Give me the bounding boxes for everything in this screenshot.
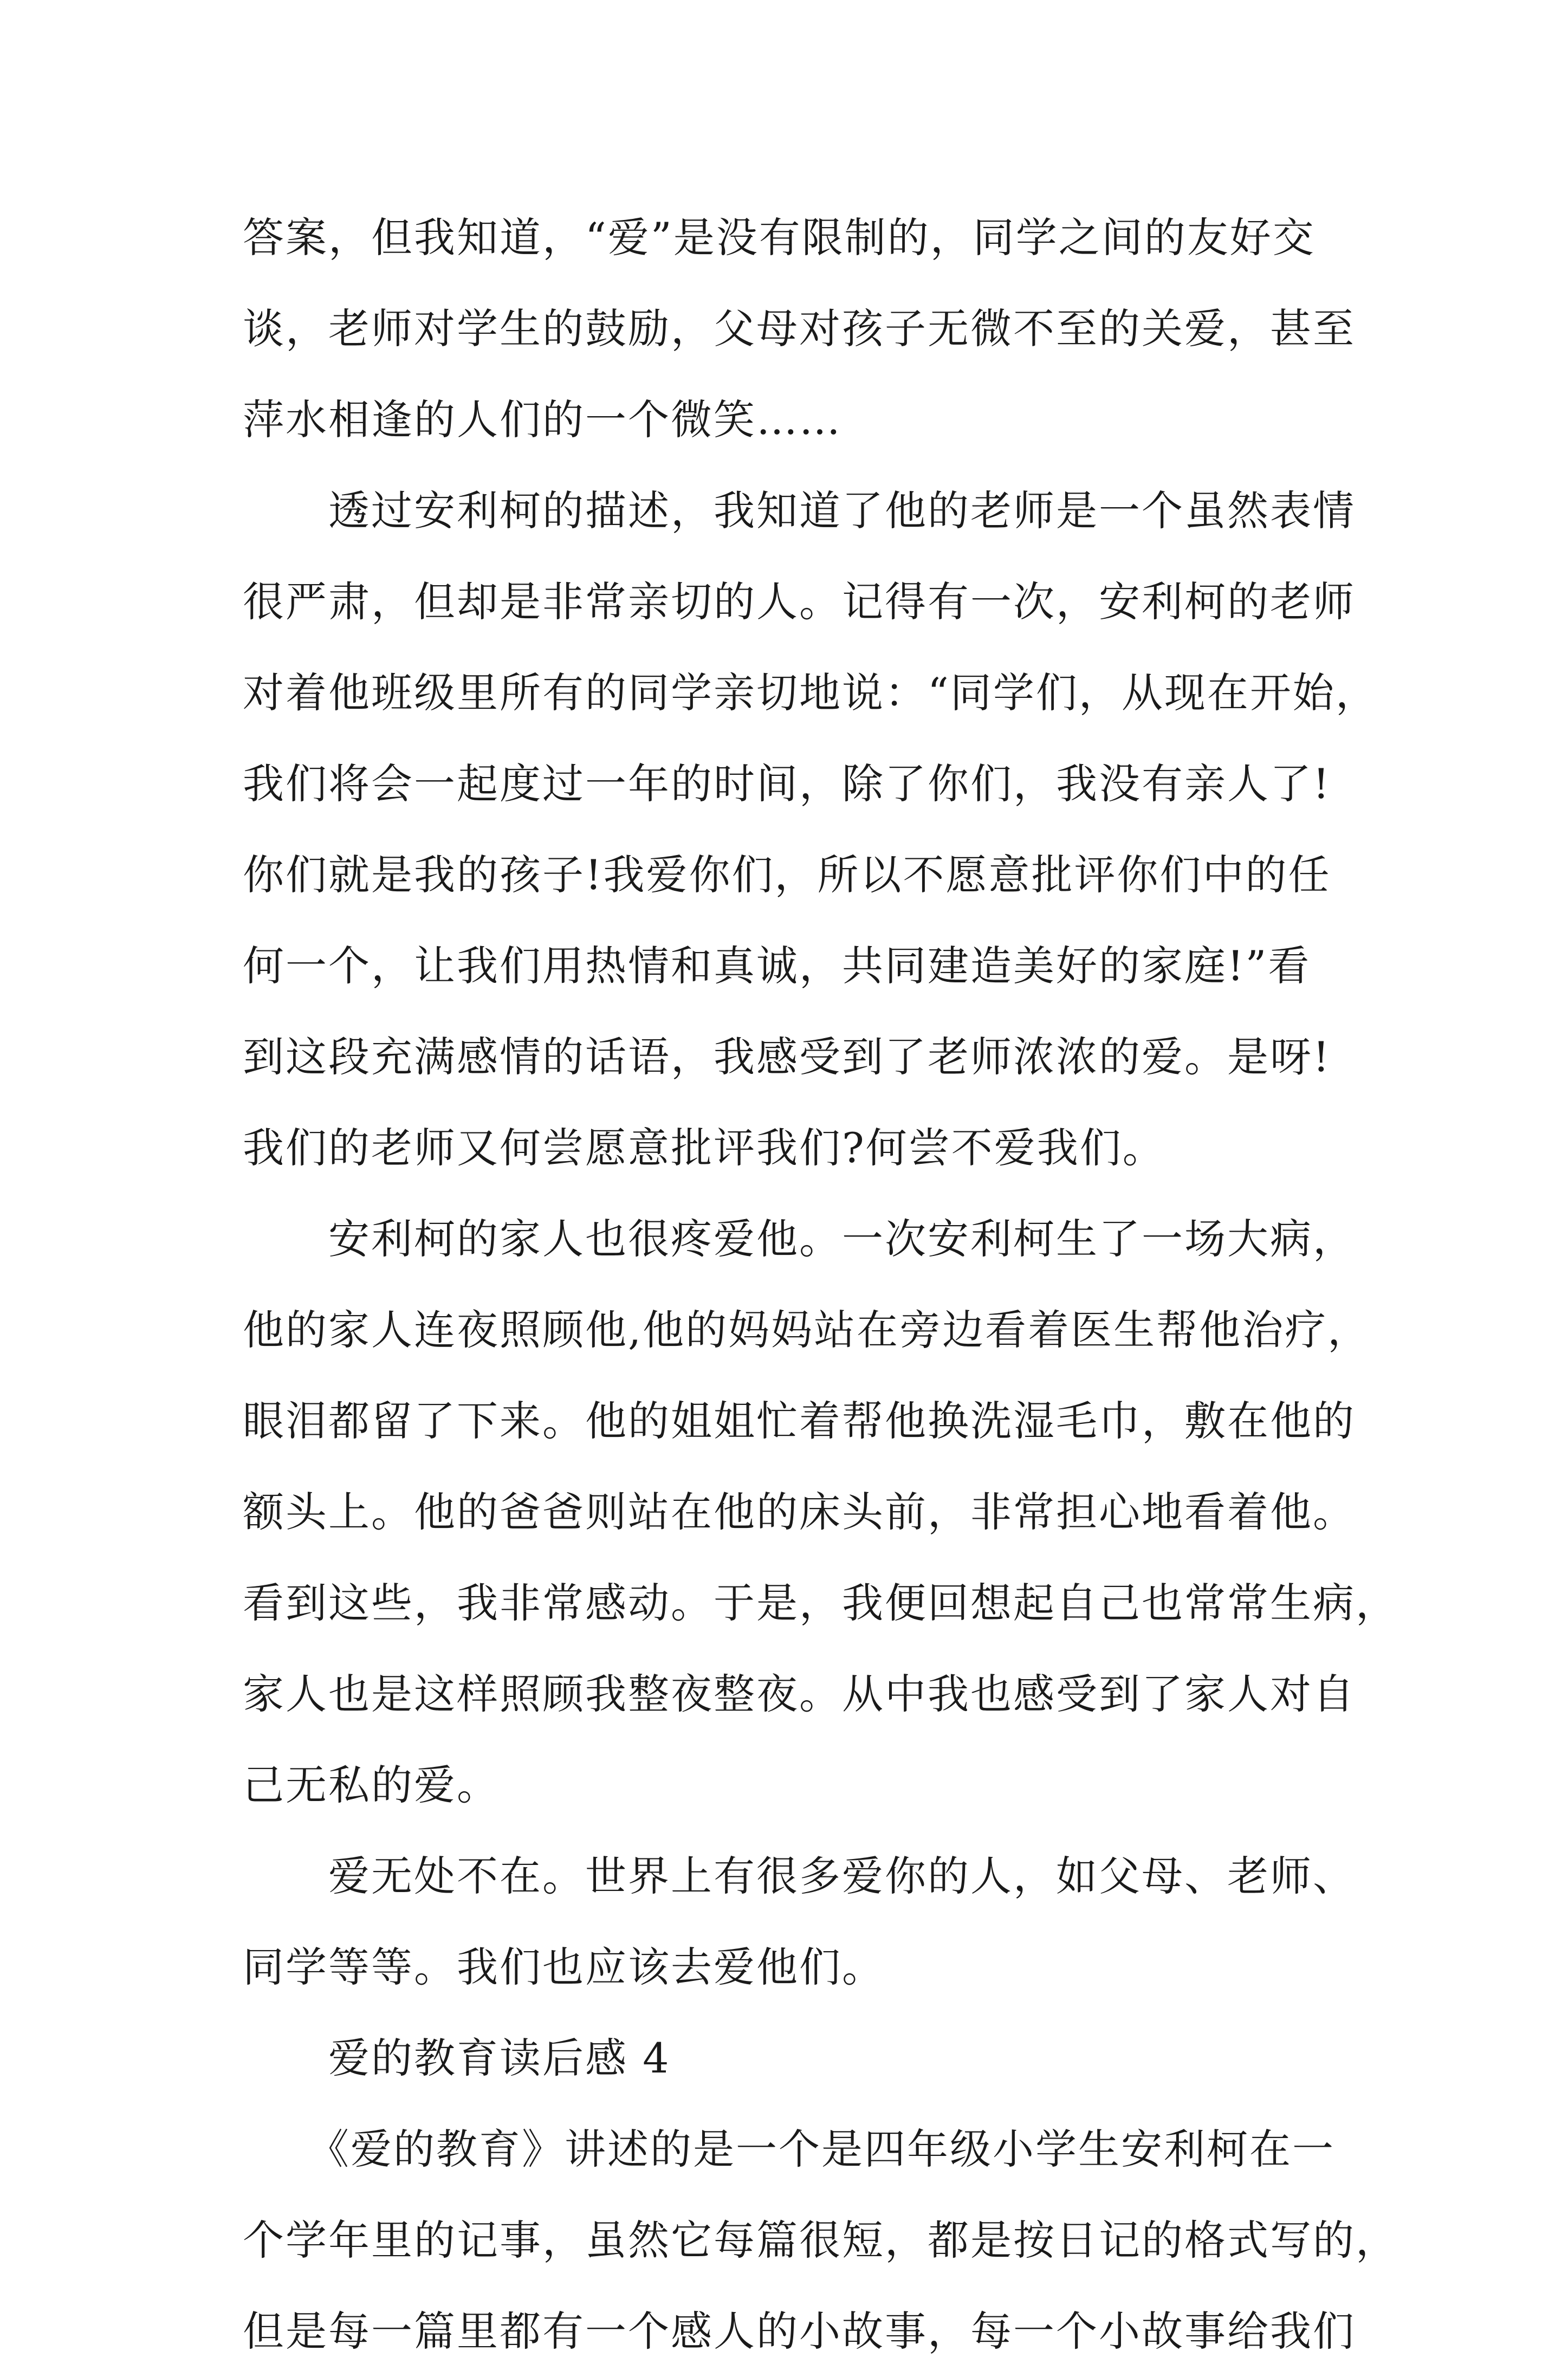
text-line: 看到这些，我非常感动。于是，我便回想起自己也常常生病， bbox=[243, 1579, 1398, 1627]
text-line: 我们的老师又何尝愿意批评我们?何尝不爱我们。 bbox=[243, 1124, 1165, 1172]
text-line: 同学等等。我们也应该去爱他们。 bbox=[243, 1943, 885, 1991]
text-line: 他的家人连夜照顾他,他的妈妈站在旁边看着医生帮他治疗， bbox=[243, 1306, 1371, 1354]
text-line: 家人也是这样照顾我整夜整夜。从中我也感受到了家人对自 bbox=[243, 1670, 1356, 1718]
text-line: 到这段充满感情的话语，我感受到了老师浓浓的爱。是呀! bbox=[243, 1033, 1331, 1081]
paragraph-start-line: 安利柯的家人也很疼爱他。一次安利柯生了一场大病， bbox=[243, 1215, 1356, 1263]
text-line: 对着他班级里所有的同学亲切地说：“同学们，从现在开始， bbox=[243, 669, 1378, 717]
text-line: 答案，但我知道，“爱”是没有限制的，同学之间的友好交 bbox=[243, 213, 1316, 262]
paragraph-start-line: 爱无处不在。世界上有很多爱你的人，如父母、老师、 bbox=[243, 1852, 1356, 1900]
section-heading: 爱的教育读后感 4 bbox=[243, 2034, 671, 2082]
paragraph-start-line: 透过安利柯的描述，我知道了他的老师是一个虽然表情 bbox=[243, 487, 1356, 535]
text-line: 我们将会一起度过一年的时间，除了你们，我没有亲人了! bbox=[243, 760, 1331, 808]
text-line: 但是每一篇里都有一个感人的小故事，每一个小故事给我们 bbox=[243, 2307, 1356, 2355]
document-body bbox=[243, 192, 1398, 2377]
text-line: 谈，老师对学生的鼓励，父母对孩子无微不至的关爱，甚至 bbox=[243, 305, 1356, 353]
text-line: 己无私的爱。 bbox=[243, 1761, 500, 1809]
text-line: 很严肃，但却是非常亲切的人。记得有一次，安利柯的老师 bbox=[243, 578, 1356, 626]
text-line: 眼泪都留了下来。他的姐姐忙着帮他换洗湿毛巾，敷在他的 bbox=[243, 1397, 1356, 1445]
text-line: 何一个，让我们用热情和真诚，共同建造美好的家庭!”看 bbox=[243, 942, 1311, 990]
text-line: 额头上。他的爸爸则站在他的床头前，非常担心地看着他。 bbox=[243, 1488, 1356, 1536]
text-line: 个学年里的记事，虽然它每篇很短，都是按日记的格式写的， bbox=[243, 2216, 1398, 2264]
paragraph-start-line: 《爱的教育》讲述的是一个是四年级小学生安利柯在一 bbox=[243, 2125, 1335, 2173]
text-line: 萍水相逢的人们的一个微笑…… bbox=[243, 396, 842, 444]
text-line: 你们就是我的孩子!我爱你们，所以不愿意批评你们中的任 bbox=[243, 851, 1331, 899]
